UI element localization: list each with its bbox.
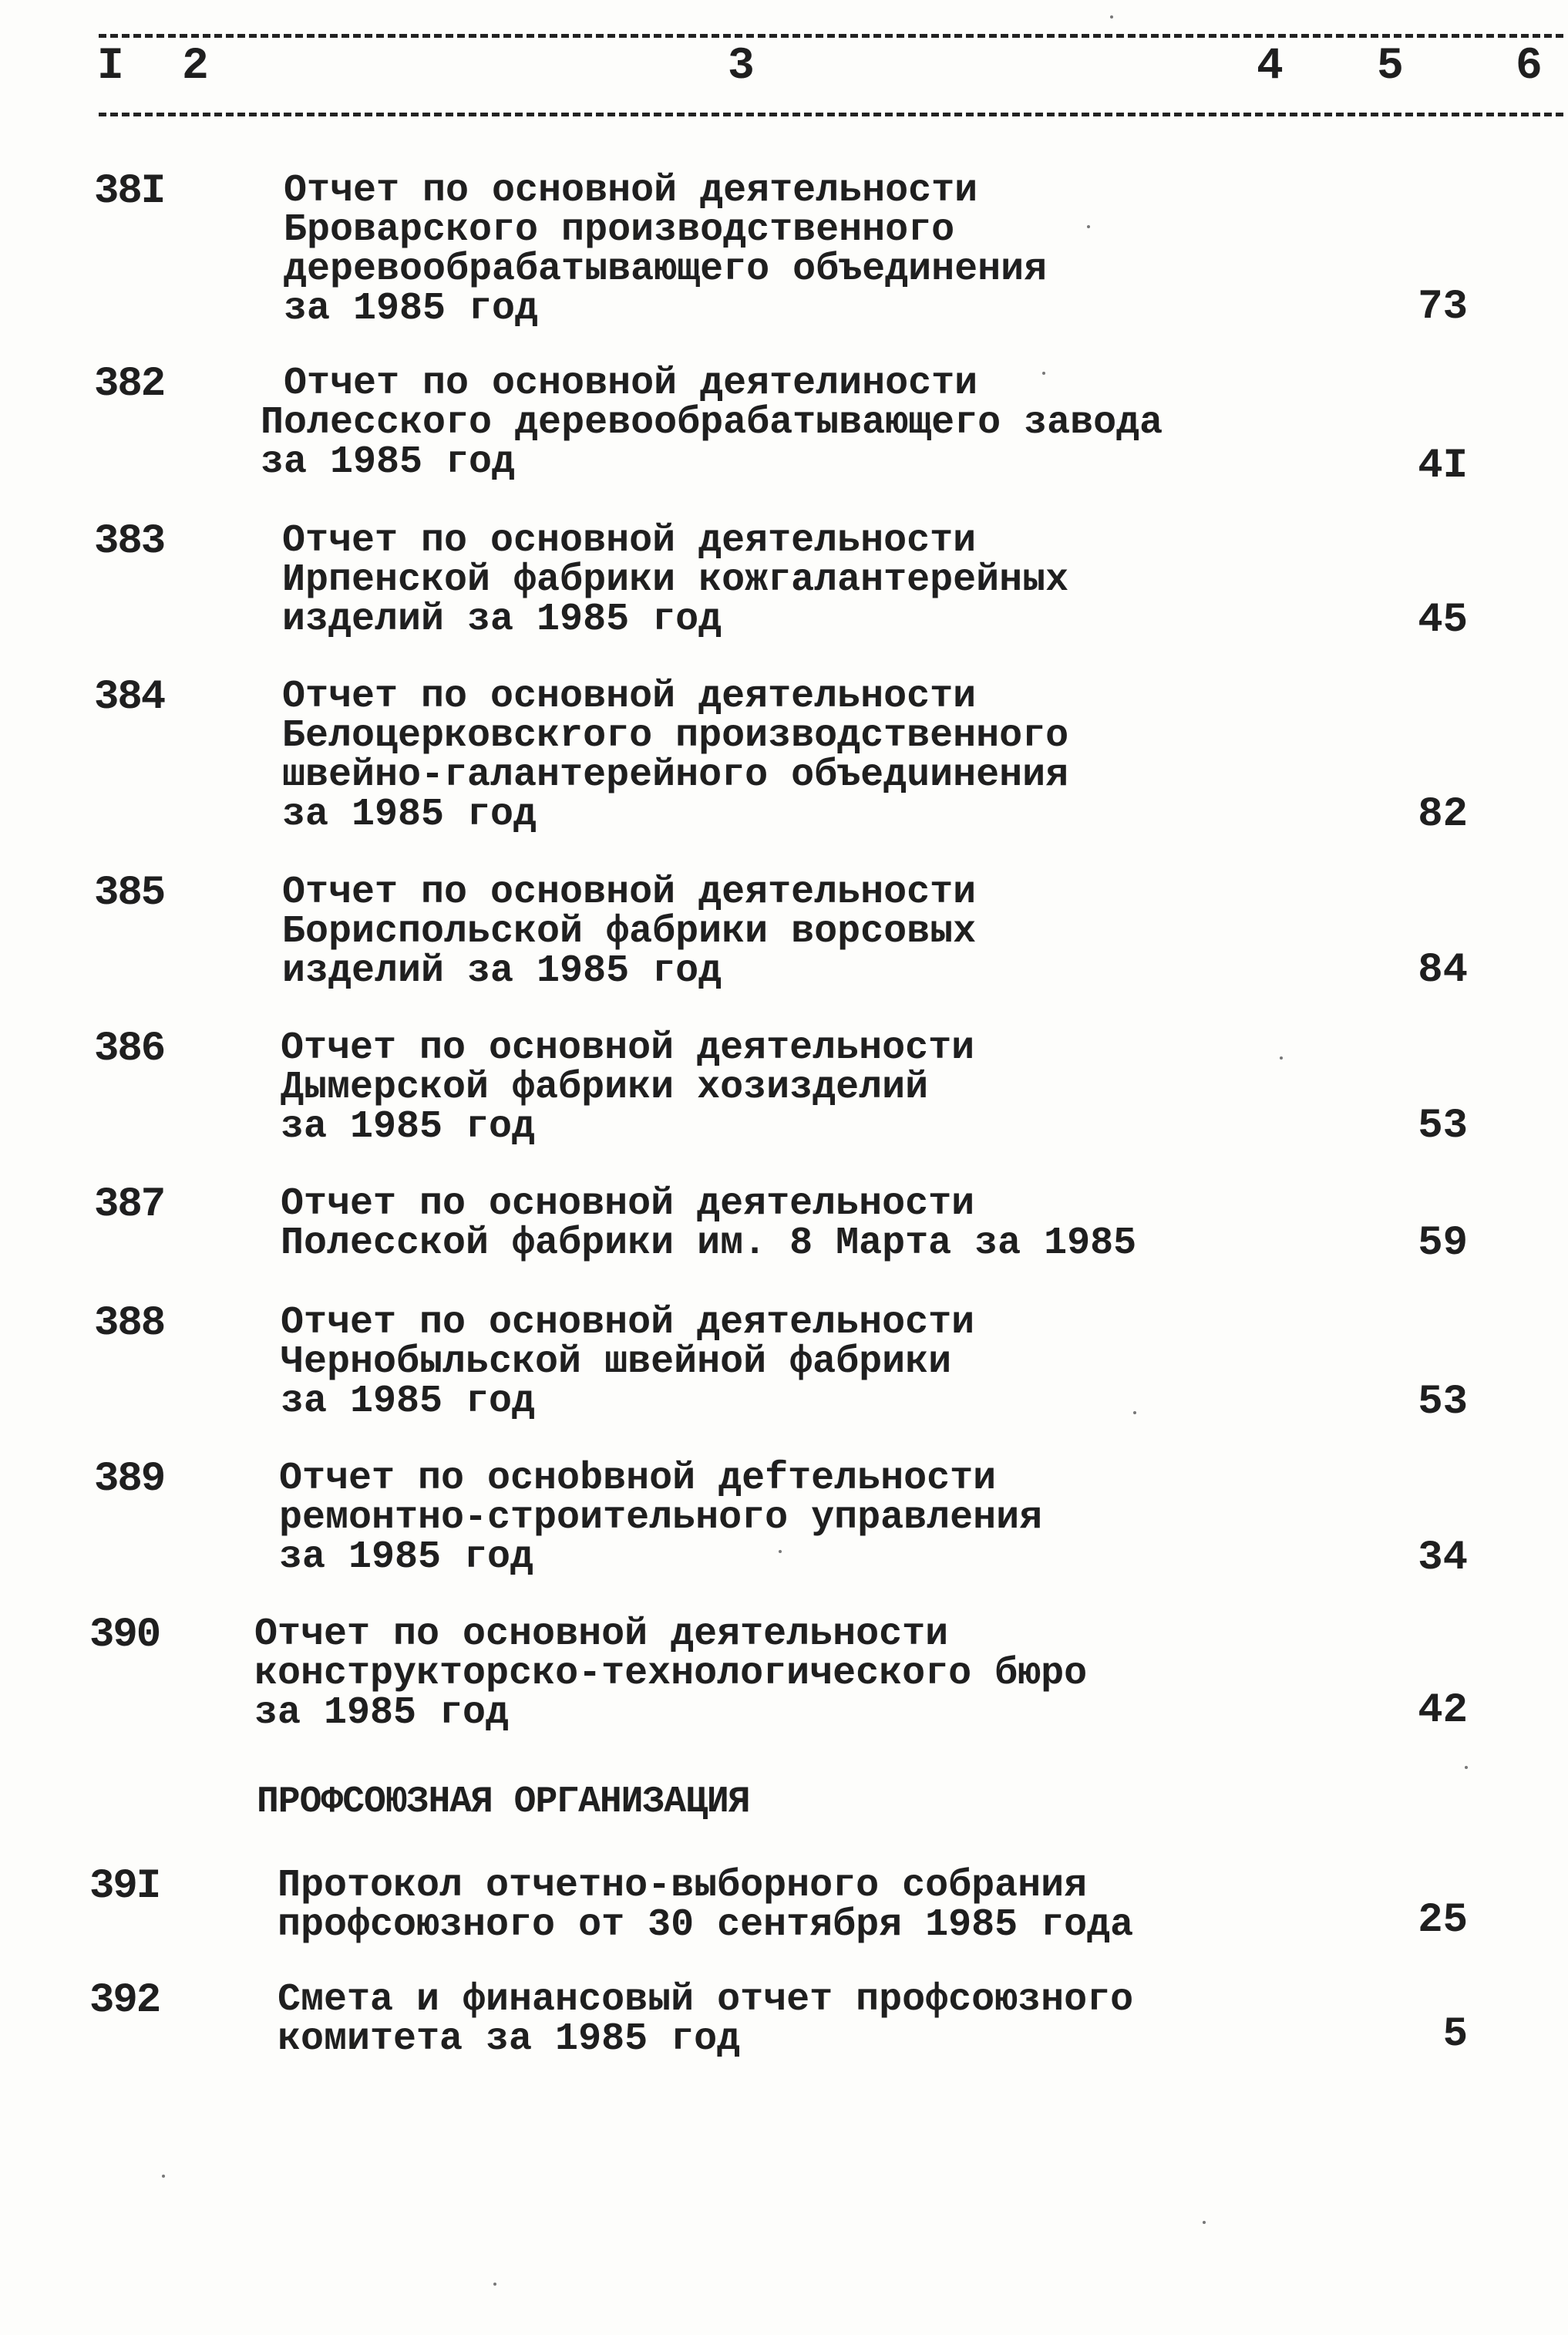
entry-number: 392 [89,1977,160,2024]
entry-title: Отчет по основной деятелиности Полесского деревообрабатывающего завода за 1985 год [261,362,1163,484]
entry-title: Отчет по основной деятельности Бориспольской фабрики ворсовых изделий за 1985 год [282,871,977,993]
entry-sheet-count: 84 [1418,947,1468,994]
paper-speck [1280,1056,1283,1060]
section-heading: ПРОФСОЮЗНАЯ ОРГАНИЗАЦИЯ [257,1781,750,1823]
paper-speck [1133,1411,1136,1414]
entry-title: Отчет по основной деятельности конструкторско-технологического бюро за 1985 год [254,1612,1088,1735]
entry-number: 386 [94,1026,165,1073]
column-header-4: 4 [1257,42,1284,92]
entry-number: 387 [94,1181,165,1228]
entry-sheet-count: 42 [1418,1687,1468,1734]
entry-title: Отчет по основной деятельности Чернобыльской швейной фабрики за 1985 год [281,1301,975,1424]
entry-number: 390 [89,1612,160,1659]
entry-sheet-count: 53 [1418,1379,1468,1426]
paper-speck [1465,1766,1468,1769]
entry-number: 39I [89,1863,160,1910]
column-header-3: 3 [728,42,755,92]
entry-title: Отчет по основной деятельности Белоцерковскrого производственного швейно-галантерейного объедuинения за 1985 год [282,675,1069,837]
entry-sheet-count: 59 [1418,1220,1468,1267]
entry-number: 388 [94,1300,165,1347]
column-header-5: 5 [1377,42,1404,92]
entry-title: Протокол отчетно-выборного собрания профсоюзного от 30 сентября 1985 года [278,1864,1134,1947]
entry-title: Отчет по основной деятельности Дымерской фабрики хозизделий за 1985 год [281,1026,975,1149]
entry-number: 384 [94,674,165,721]
header-bottom-rule [99,113,1563,116]
entry-number: 385 [94,870,165,917]
entry-sheet-count: 25 [1418,1897,1468,1944]
entry-sheet-count: 73 [1418,284,1468,331]
paper-speck [1087,225,1090,228]
entry-sheet-count: 53 [1418,1103,1468,1150]
entry-number: 382 [94,361,165,408]
entry-number: 383 [94,518,165,565]
paper-speck [779,1550,782,1553]
paper-speck [1042,372,1045,375]
entry-title: Смета и финансовый отчет профсоюзного комитета за 1985 год [278,1978,1134,2061]
entry-title: Отчет по основной деятельности Ирпенской фабрики кожгалантерейных изделий за 1985 год [282,519,1069,642]
column-header-6: 6 [1516,42,1543,92]
entry-sheet-count: 5 [1442,2011,1468,2058]
entry-title: Отчет по основной деятельности Броварского производственного деревообрабатывающего объединения за 1985 год [284,169,1048,331]
entry-sheet-count: 4I [1418,443,1468,490]
entry-title: Отчет по осноbвной деfтельности ремонтно-строительного управления за 1985 год [279,1457,1043,1579]
entry-sheet-count: 82 [1418,791,1468,838]
entry-sheet-count: 45 [1418,597,1468,644]
header-top-rule [99,34,1563,38]
entry-sheet-count: 34 [1418,1535,1468,1582]
paper-speck [1203,2221,1206,2224]
entry-number: 389 [94,1456,165,1503]
paper-speck [162,2175,165,2178]
column-header-1: I [97,42,124,92]
paper-speck [1110,15,1113,19]
column-header-2: 2 [182,42,209,92]
entry-title: Отчет по основной деятельности Полесской фабрики им. 8 Марта за 1985 [281,1182,1137,1265]
paper-speck [493,2283,496,2286]
entry-number: 38I [94,168,165,215]
